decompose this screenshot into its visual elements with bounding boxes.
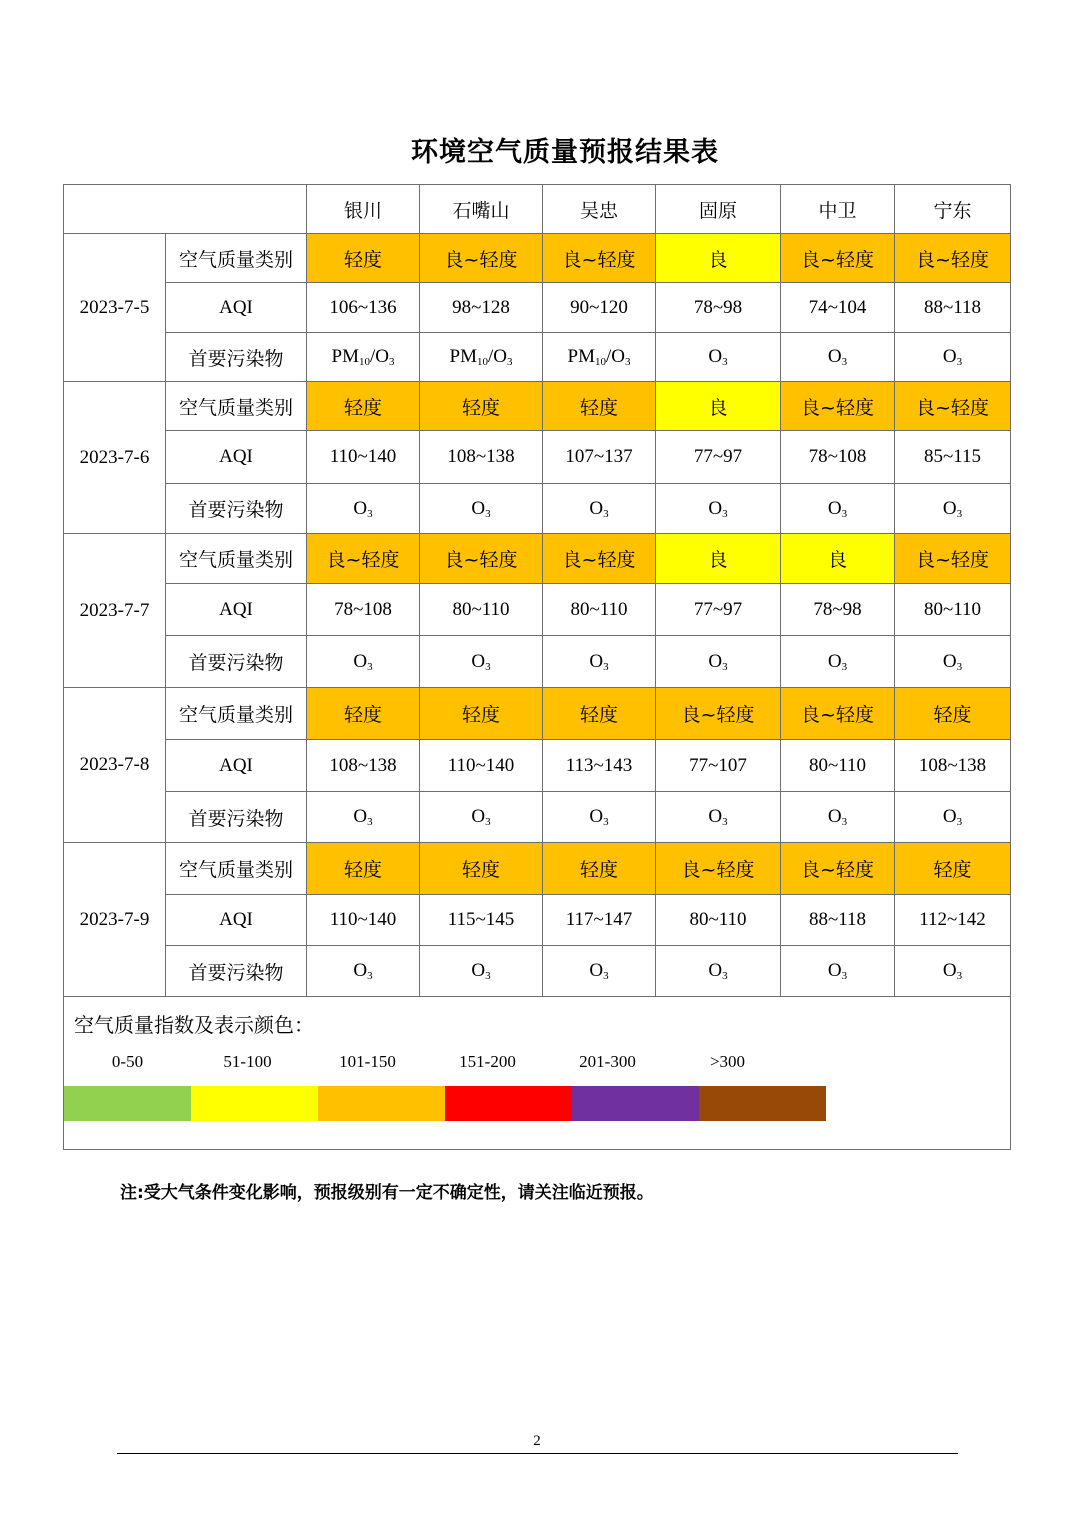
pollutant-cell: $O_3$ xyxy=(895,792,1011,843)
pollutant-label: 首要污染物 xyxy=(166,946,307,997)
legend-range: 51-100 xyxy=(223,1052,272,1071)
aqi-cell: 80~110 xyxy=(543,584,656,636)
category-row xyxy=(64,688,1011,740)
pollutant-row xyxy=(64,484,1011,534)
pollutant-row xyxy=(64,946,1011,997)
aqi-cell: 78~98 xyxy=(781,584,895,636)
category-cell: 良~轻度 xyxy=(781,688,895,740)
pollutant-label: 首要污染物 xyxy=(166,484,307,534)
aqi-cell: 78~108 xyxy=(781,431,895,484)
pollutant-label: 首要污染物 xyxy=(166,792,307,843)
pollutant-cell: $O_3$ xyxy=(781,333,895,382)
category-cell: 轻度 xyxy=(895,843,1011,895)
category-cell: 良~轻度 xyxy=(420,234,543,283)
category-cell: 轻度 xyxy=(543,843,656,895)
pollutant-cell: $O_3$ xyxy=(781,636,895,688)
category-cell: 良 xyxy=(656,234,781,283)
pollutant-row xyxy=(64,636,1011,688)
city-header: 银川 xyxy=(307,185,420,234)
category-row xyxy=(64,234,1011,283)
aqi-label: AQI xyxy=(166,740,307,792)
pollutant-cell: $O_3$ xyxy=(307,636,420,688)
city-header: 宁东 xyxy=(895,185,1011,234)
legend-range: 101-150 xyxy=(339,1052,396,1071)
category-cell: 良~轻度 xyxy=(895,534,1011,584)
pollutant-cell: $O_3$ xyxy=(656,946,781,997)
pollutant-cell: $O_3$ xyxy=(420,946,543,997)
aqi-cell: 77~97 xyxy=(656,431,781,484)
category-label: 空气质量类别 xyxy=(166,843,307,895)
legend-swatch xyxy=(699,1086,826,1121)
legend-swatch xyxy=(445,1086,572,1121)
pollutant-cell: $O_3$ xyxy=(895,636,1011,688)
aqi-label: AQI xyxy=(166,283,307,333)
aqi-cell: 113~143 xyxy=(543,740,656,792)
aqi-label: AQI xyxy=(166,895,307,946)
aqi-label: AQI xyxy=(166,431,307,484)
pollutant-cell: $O_3$ xyxy=(895,946,1011,997)
category-cell: 轻度 xyxy=(307,843,420,895)
aqi-cell: 80~110 xyxy=(420,584,543,636)
aqi-cell: 88~118 xyxy=(895,283,1011,333)
category-cell: 良~轻度 xyxy=(543,234,656,283)
category-label: 空气质量类别 xyxy=(166,382,307,431)
aqi-cell: 108~138 xyxy=(307,740,420,792)
pollutant-cell: $O_3$ xyxy=(656,792,781,843)
category-cell: 良 xyxy=(656,534,781,584)
category-label: 空气质量类别 xyxy=(166,234,307,283)
category-cell: 良 xyxy=(781,534,895,584)
aqi-cell: 77~107 xyxy=(656,740,781,792)
category-cell: 良~轻度 xyxy=(307,534,420,584)
aqi-cell: 110~140 xyxy=(307,895,420,946)
pollutant-cell: $O_3$ xyxy=(307,792,420,843)
category-cell: 良~轻度 xyxy=(781,382,895,431)
pollutant-cell: $O_3$ xyxy=(656,636,781,688)
date-cell: 2023-7-9 xyxy=(64,843,166,997)
pollutant-label: 首要污染物 xyxy=(166,636,307,688)
city-header: 固原 xyxy=(656,185,781,234)
page-number: 2 xyxy=(533,1433,541,1449)
aqi-cell: 78~98 xyxy=(656,283,781,333)
aqi-cell: 117~147 xyxy=(543,895,656,946)
aqi-cell: 77~97 xyxy=(656,584,781,636)
legend-swatch xyxy=(572,1086,699,1121)
category-cell: 良~轻度 xyxy=(420,534,543,584)
aqi-label: AQI xyxy=(166,584,307,636)
category-cell: 良~轻度 xyxy=(781,843,895,895)
category-row xyxy=(64,382,1011,431)
pollutant-cell: $O_3$ xyxy=(543,484,656,534)
category-cell: 轻度 xyxy=(420,382,543,431)
category-cell: 轻度 xyxy=(420,843,543,895)
pollutant-cell: $PM_{10}/O_3$ xyxy=(307,333,420,382)
category-cell: 轻度 xyxy=(543,382,656,431)
pollutant-cell: $O_3$ xyxy=(895,484,1011,534)
pollutant-cell: $O_3$ xyxy=(307,946,420,997)
aqi-row xyxy=(64,740,1011,792)
category-cell: 轻度 xyxy=(543,688,656,740)
legend-range: >300 xyxy=(709,1052,746,1071)
category-cell: 良~轻度 xyxy=(781,234,895,283)
city-header: 中卫 xyxy=(781,185,895,234)
category-row xyxy=(64,534,1011,584)
aqi-cell: 106~136 xyxy=(307,283,420,333)
aqi-cell: 98~128 xyxy=(420,283,543,333)
header-row xyxy=(64,185,1011,234)
aqi-row xyxy=(64,431,1011,484)
pollutant-cell: $PM_{10}/O_3$ xyxy=(420,333,543,382)
aqi-cell: 74~104 xyxy=(781,283,895,333)
aqi-cell: 88~118 xyxy=(781,895,895,946)
category-cell: 轻度 xyxy=(420,688,543,740)
corner-cell xyxy=(64,185,307,234)
pollutant-cell: $O_3$ xyxy=(420,636,543,688)
date-cell: 2023-7-6 xyxy=(64,382,166,534)
aqi-cell: 108~138 xyxy=(895,740,1011,792)
legend-swatch xyxy=(191,1086,318,1121)
pollutant-cell: $O_3$ xyxy=(543,946,656,997)
category-label: 空气质量类别 xyxy=(166,534,307,584)
pollutant-row xyxy=(64,792,1011,843)
aqi-cell: 112~142 xyxy=(895,895,1011,946)
category-label: 空气质量类别 xyxy=(166,688,307,740)
aqi-row xyxy=(64,895,1011,946)
category-cell: 轻度 xyxy=(895,688,1011,740)
footer-rule xyxy=(117,1453,958,1454)
date-cell: 2023-7-5 xyxy=(64,234,166,382)
date-cell: 2023-7-8 xyxy=(64,688,166,843)
legend-swatch xyxy=(318,1086,445,1121)
aqi-cell: 80~110 xyxy=(781,740,895,792)
date-cell: 2023-7-7 xyxy=(64,534,166,688)
forecast-note: 注:受大气条件变化影响，预报级别有一定不确定性，请关注临近预报。 xyxy=(120,1183,654,1203)
legend-range: 151-200 xyxy=(459,1052,516,1071)
category-cell: 良~轻度 xyxy=(543,534,656,584)
aqi-row xyxy=(64,283,1011,333)
category-cell: 轻度 xyxy=(307,688,420,740)
aqi-cell: 90~120 xyxy=(543,283,656,333)
aqi-cell: 108~138 xyxy=(420,431,543,484)
pollutant-cell: $O_3$ xyxy=(307,484,420,534)
pollutant-cell: $O_3$ xyxy=(895,333,1011,382)
category-cell: 良~轻度 xyxy=(656,688,781,740)
pollutant-cell: $O_3$ xyxy=(781,792,895,843)
pollutant-cell: $O_3$ xyxy=(781,484,895,534)
aqi-cell: 107~137 xyxy=(543,431,656,484)
aqi-cell: 80~110 xyxy=(895,584,1011,636)
aqi-row xyxy=(64,584,1011,636)
city-header: 吴忠 xyxy=(543,185,656,234)
page-title: 环境空气质量预报结果表 xyxy=(411,137,719,168)
legend-title: 空气质量指数及表示颜色： xyxy=(74,1013,314,1037)
category-cell: 轻度 xyxy=(307,234,420,283)
aqi-cell: 115~145 xyxy=(420,895,543,946)
category-cell: 良~轻度 xyxy=(895,382,1011,431)
category-row xyxy=(64,843,1011,895)
category-cell: 良 xyxy=(656,382,781,431)
category-cell: 良~轻度 xyxy=(656,843,781,895)
pollutant-row xyxy=(64,333,1011,382)
legend-row xyxy=(64,997,1011,1150)
legend-range: 0-50 xyxy=(111,1052,144,1071)
pollutant-cell: $O_3$ xyxy=(420,792,543,843)
pollutant-cell: $O_3$ xyxy=(656,333,781,382)
aqi-cell: 85~115 xyxy=(895,431,1011,484)
forecast-table xyxy=(63,184,1011,1150)
pollutant-cell: $O_3$ xyxy=(543,792,656,843)
aqi-cell: 110~140 xyxy=(420,740,543,792)
legend-cell xyxy=(64,997,1011,1150)
category-cell: 良~轻度 xyxy=(895,234,1011,283)
pollutant-cell: $PM_{10}/O_3$ xyxy=(543,333,656,382)
aqi-cell: 80~110 xyxy=(656,895,781,946)
pollutant-cell: $O_3$ xyxy=(656,484,781,534)
pollutant-cell: $O_3$ xyxy=(420,484,543,534)
city-header: 石嘴山 xyxy=(420,185,543,234)
legend-range: 201-300 xyxy=(579,1052,636,1071)
pollutant-cell: $O_3$ xyxy=(781,946,895,997)
pollutant-label: 首要污染物 xyxy=(166,333,307,382)
aqi-cell: 78~108 xyxy=(307,584,420,636)
aqi-cell: 110~140 xyxy=(307,431,420,484)
legend-swatch xyxy=(64,1086,191,1121)
pollutant-cell: $O_3$ xyxy=(543,636,656,688)
category-cell: 轻度 xyxy=(307,382,420,431)
